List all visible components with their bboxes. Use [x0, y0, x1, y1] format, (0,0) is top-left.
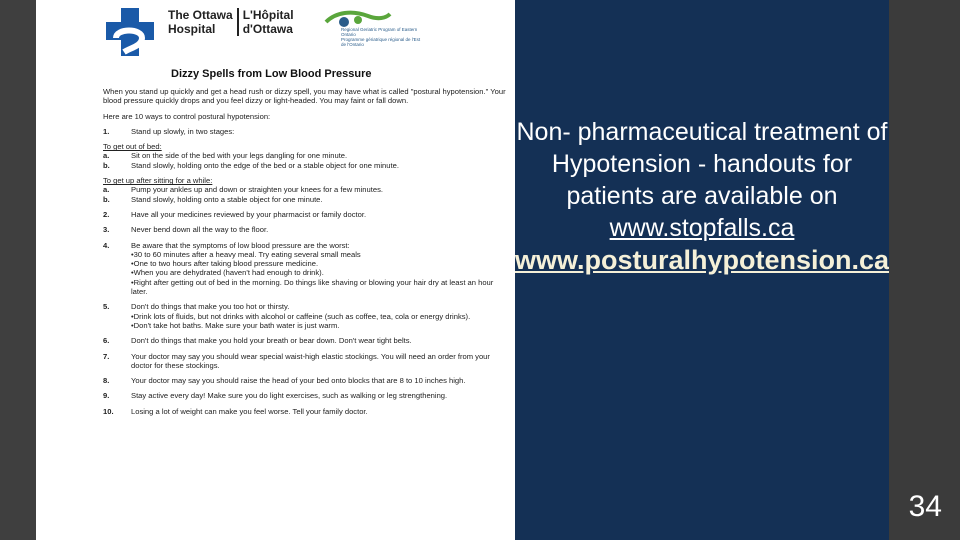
item-number: 2. [103, 209, 110, 219]
step-letter: b. [103, 194, 110, 204]
item-text: Stay active every day! Make sure you do light exercises, such as walking or leg strengthening. [131, 391, 448, 401]
org-fr-line2: d'Ottawa [242, 22, 293, 36]
list-item [103, 127, 508, 136]
list-item [103, 407, 508, 416]
wordmark-divider [237, 8, 239, 36]
bed-step-b: Stand slowly, holding onto the edge of the bed or a stable object for one minute. [131, 160, 399, 170]
stopfalls-link[interactable]: www.stopfalls.ca [609, 214, 795, 242]
item4-bullet: •Right after getting out of bed in the morning. Do things like shaving or blowing your hair dry at least an hour later. [131, 277, 494, 297]
item-text: Never bend down all the way to the floor. [131, 225, 269, 235]
handout-image [36, 0, 515, 540]
item-number: 1. [103, 126, 110, 136]
org-fr-line1: L'Hôpital [242, 8, 294, 22]
handout-body [103, 87, 508, 422]
left-margin-band [0, 0, 36, 540]
sit-step-b: Stand slowly, holding onto a stable object for one minute. [131, 194, 323, 204]
item-text: Don't do things that make you hold your breath or bear down. Don't wear tight belts. [131, 336, 412, 346]
bed-steps [103, 142, 508, 204]
list-item [103, 352, 508, 371]
list-item [103, 241, 508, 297]
ways-heading: Here are 10 ways to control postural hypotension: [103, 111, 271, 121]
bed-heading: To get out of bed: [103, 142, 162, 152]
item-text: Your doctor may say you should wear special waist-high elastic stockings. You will need an order from your doctor for these stockings. [131, 351, 490, 370]
handout-intro: When you stand up quickly and get a head rush or dizzy spell, you may have what is called "postural hypotension." Your blood pressure quickly drops and you feel dizzy or light-headed. You may faint or fall down. [103, 87, 506, 106]
program-fr: Programme gériatrique régional de l'Est de l'Ontario [341, 37, 421, 47]
item-number: 6. [103, 336, 110, 346]
message-text: Non- pharmaceutical treatment of Hypotension - handouts for patients are available on [516, 118, 888, 210]
item4-bullet: •When you are dehydrated (haven't had enough to drink). [131, 268, 324, 278]
list-item [103, 336, 508, 345]
item4-bullet: •30 to 60 minutes after a heavy meal. Try eating several small meals [131, 249, 361, 259]
handout-title: Dizzy Spells from Low Blood Pressure [171, 68, 372, 80]
item-number: 3. [103, 225, 110, 235]
list-item [103, 225, 508, 234]
org-en-line2: Hospital [168, 22, 216, 36]
step-letter: a. [103, 151, 110, 161]
item5-bullet: •Don't take hot baths. Make sure your bath water is just warm. [131, 320, 340, 330]
ottawa-hospital-wordmark [168, 8, 294, 36]
sit-step-a: Pump your ankles up and down or straighten your knees for a few minutes. [131, 185, 383, 195]
step-letter: b. [103, 160, 110, 170]
item-text: Don't do things that make you too hot or thirsty. [131, 302, 290, 312]
right-margin-band [889, 0, 960, 540]
geriatric-program-text [341, 27, 421, 47]
item4-bullet: •One to two hours after taking blood pressure medicine. [131, 259, 319, 269]
item-number: 4. [103, 240, 110, 250]
posturalhypotension-link[interactable]: www.posturalhypotension.ca [515, 245, 890, 275]
item-number: 7. [103, 351, 110, 361]
item-number: 5. [103, 302, 110, 312]
item-number: 9. [103, 391, 110, 401]
item-text: Losing a lot of weight can make you feel worse. Tell your family doctor. [131, 406, 368, 416]
item-number: 10. [103, 406, 114, 416]
list-item [103, 302, 508, 330]
program-en: Regional Geriatric Program of Eastern Ontario [341, 27, 418, 37]
list-item [103, 391, 508, 400]
page-number: 34 [908, 490, 942, 523]
step-letter: a. [103, 185, 110, 195]
list-item [103, 376, 508, 385]
item-text: Your doctor may say you should raise the head of your bed onto blocks that are 8 to 10 inches high. [131, 376, 466, 386]
bed-step-a: Sit on the side of the bed with your legs dangling for one minute. [131, 151, 348, 161]
item-number: 8. [103, 376, 110, 386]
item-text: Stand up slowly, in two stages: [131, 126, 235, 136]
slide-message [515, 116, 889, 276]
item5-bullet: •Drink lots of fluids, but not drinks with alcohol or caffeine (such as coffee, tea, cola or energy drinks). [131, 311, 471, 321]
sit-heading: To get up after sitting for a while: [103, 176, 213, 186]
org-en-line1: The Ottawa [168, 8, 233, 22]
list-item [103, 210, 508, 219]
item-text: Be aware that the symptoms of low blood pressure are the worst: [131, 240, 350, 250]
item-text: Have all your medicines reviewed by your pharmacist or family doctor. [131, 209, 367, 219]
ottawa-hospital-logo-icon [102, 8, 158, 56]
